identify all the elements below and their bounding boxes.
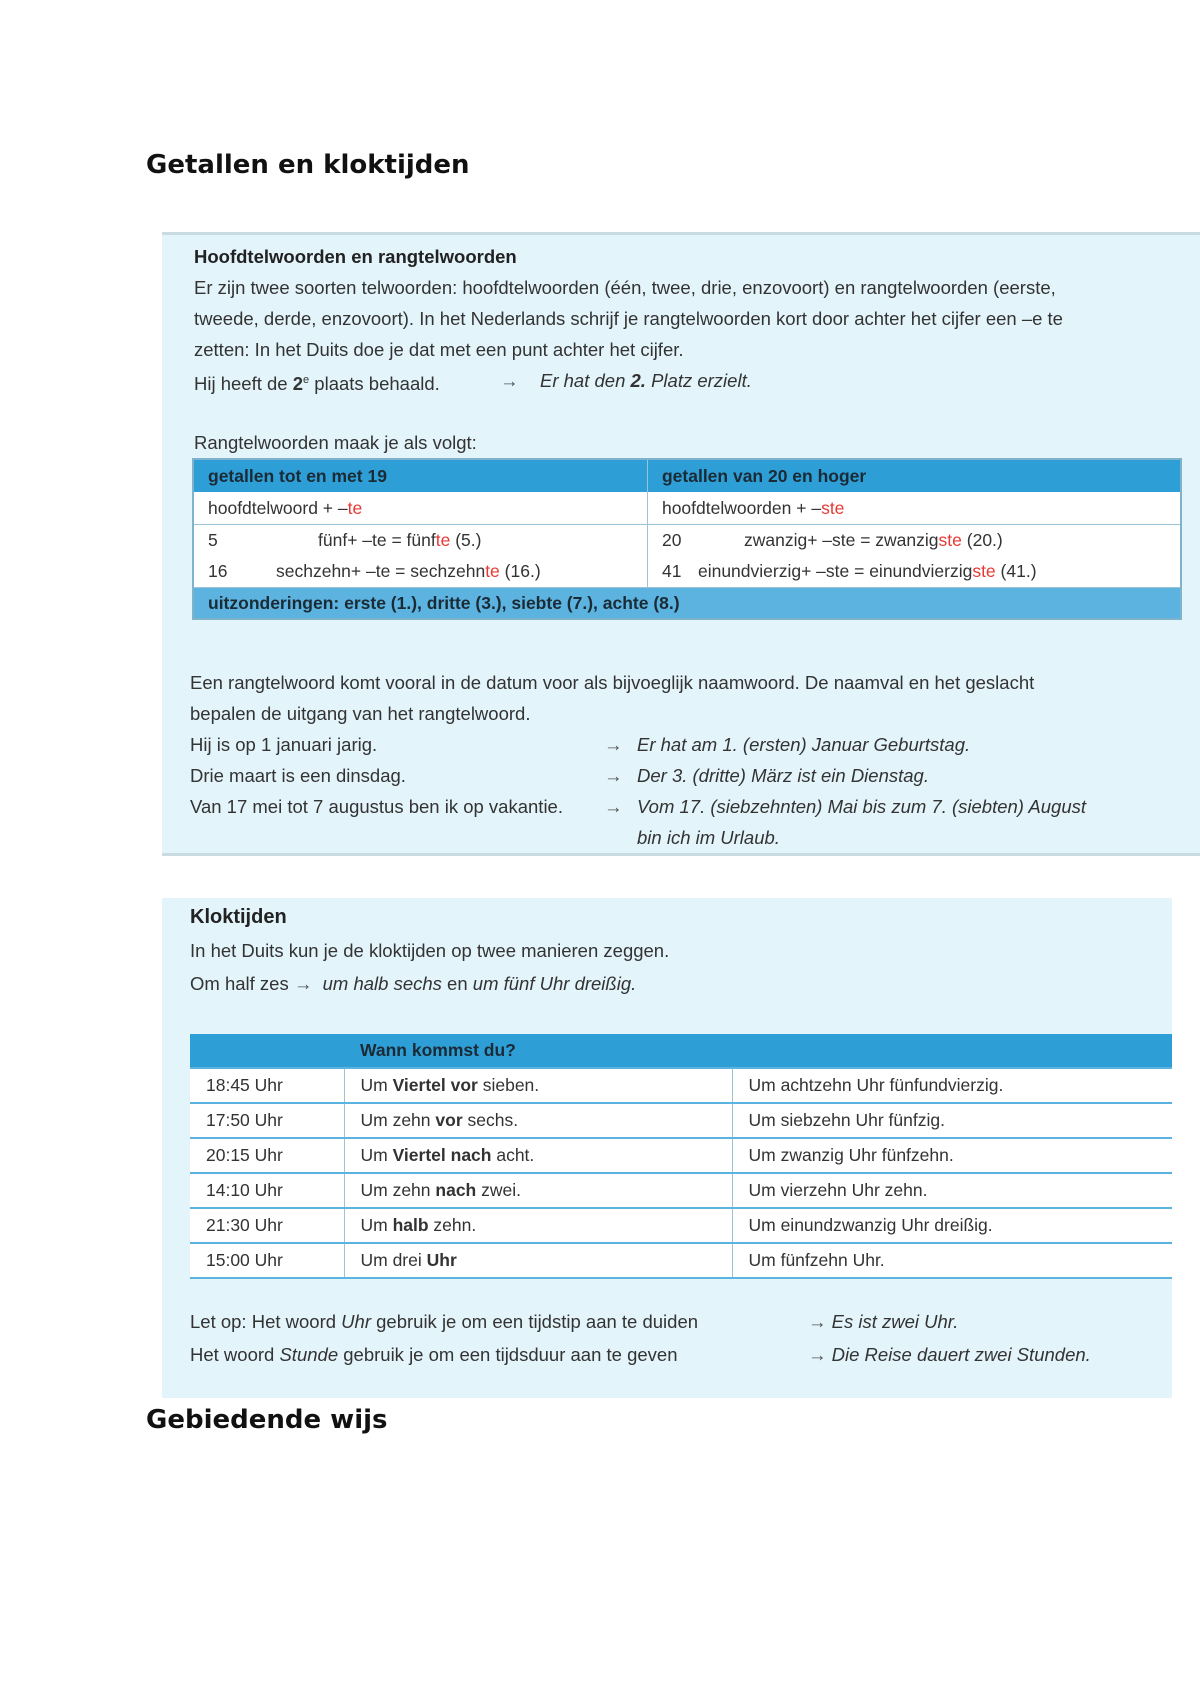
informal-cell: Um zehn nach zwei. bbox=[344, 1173, 732, 1208]
date-paragraph-line: bepalen de uitgang van het rangtelwoord. bbox=[190, 703, 531, 724]
table-intro: Rangtelwoorden maak je als volgt: bbox=[194, 432, 477, 453]
telwoorden-paragraph-line: zetten: In het Duits doe je dat met een punt achter het cijfer. bbox=[194, 339, 684, 360]
example-line: 16 sechzehn+ –te = sechzehnte (16.) bbox=[208, 561, 541, 581]
table-row bbox=[190, 1103, 1172, 1138]
kloktijden-intro: In het Duits kun je de kloktijden op twee manieren zeggen. bbox=[190, 940, 670, 961]
date-example-german: Vom 17. (siebzehnten) Mai bis zum 7. (siebten) August bbox=[637, 796, 1087, 817]
table-row bbox=[190, 1068, 1172, 1103]
date-example-german-continued: bin ich im Urlaub. bbox=[637, 827, 780, 848]
arrow-icon: → bbox=[808, 1311, 827, 1332]
informal-cell: Um halb zehn. bbox=[344, 1208, 732, 1243]
table-row bbox=[190, 1173, 1172, 1208]
formal-cell: Um fünfzehn Uhr. bbox=[732, 1243, 1172, 1278]
clock-table bbox=[190, 1034, 1172, 1279]
formal-cell: Um einundzwanzig Uhr dreißig. bbox=[732, 1208, 1172, 1243]
informal-cell: Um Viertel nach acht. bbox=[344, 1138, 732, 1173]
formal-cell: Um siebzehn Uhr fünfzig. bbox=[732, 1103, 1172, 1138]
rule-cell: hoofdtelwoord + –te bbox=[193, 492, 647, 525]
example-dutch: Hij heeft de 2e plaats behaald. bbox=[194, 373, 440, 395]
example-line: 5 fünf+ –te = fünfte (5.) bbox=[208, 530, 482, 550]
telwoorden-paragraph-line: tweede, derde, enzovoort). In het Nederlands schrijf je rangtelwoorden kort door achter het cijfer een –e te bbox=[194, 308, 1063, 329]
arrow-icon: → bbox=[500, 370, 519, 391]
time-cell: 18:45 Uhr bbox=[190, 1068, 344, 1103]
ordinal-table bbox=[192, 458, 1182, 620]
arrow-icon: → bbox=[604, 734, 623, 755]
exceptions-row: uitzonderingen: erste (1.), dritte (3.), siebte (7.), achte (8.) bbox=[193, 588, 1181, 620]
kloktijden-title: Kloktijden bbox=[190, 906, 287, 928]
table-row bbox=[190, 1208, 1172, 1243]
arrow-icon: → bbox=[808, 1344, 827, 1365]
formal-cell: Um zwanzig Uhr fünfzehn. bbox=[732, 1138, 1172, 1173]
arrow-icon: → bbox=[604, 765, 623, 786]
rule-cell: hoofdtelwoorden + –ste bbox=[647, 492, 1181, 525]
time-cell: 20:15 Uhr bbox=[190, 1138, 344, 1173]
note-uhr-example: → Es ist zwei Uhr. bbox=[808, 1311, 959, 1332]
question-header: Wann kommst du? bbox=[344, 1034, 1172, 1068]
table-row bbox=[190, 1138, 1172, 1173]
time-cell: 15:00 Uhr bbox=[190, 1243, 344, 1278]
date-example-german: Er hat am 1. (ersten) Januar Geburtstag. bbox=[637, 734, 971, 755]
informal-cell: Um zehn vor sechs. bbox=[344, 1103, 732, 1138]
column-header: getallen van 20 en hoger bbox=[647, 459, 1181, 492]
examples-cell bbox=[647, 525, 1181, 588]
time-cell: 21:30 Uhr bbox=[190, 1208, 344, 1243]
arrow-icon: → bbox=[604, 796, 623, 817]
note-uhr: Let op: Het woord Uhr gebruik je om een tijdstip aan te duiden bbox=[190, 1311, 699, 1332]
informal-cell: Um drei Uhr bbox=[344, 1243, 732, 1278]
telwoorden-paragraph-line: Er zijn twee soorten telwoorden: hoofdtelwoorden (één, twee, drie, enzovoort) en rangtelwoorden (eerste, bbox=[194, 277, 1056, 298]
example-line: 41 einundvierzig+ –ste = einundvierzigste (41.) bbox=[661, 561, 1037, 581]
telwoorden-title: Hoofdtelwoorden en rangtelwoorden bbox=[194, 246, 517, 267]
formal-cell: Um vierzehn Uhr zehn. bbox=[732, 1173, 1172, 1208]
table-row bbox=[190, 1243, 1172, 1278]
column-header: getallen tot en met 19 bbox=[193, 459, 647, 492]
date-paragraph-line: Een rangtelwoord komt vooral in de datum voor als bijvoeglijk naamwoord. De naamval en het geslacht bbox=[190, 672, 1035, 693]
informal-cell: Um Viertel vor sieben. bbox=[344, 1068, 732, 1103]
date-example-german: Der 3. (dritte) März ist ein Dienstag. bbox=[637, 765, 929, 786]
section-heading: Gebiedende wijs bbox=[146, 1405, 388, 1435]
arrow-icon: → bbox=[293, 973, 313, 994]
date-example-dutch: Hij is op 1 januari jarig. bbox=[190, 734, 378, 755]
page-title: Getallen en kloktijden bbox=[146, 150, 470, 180]
formal-cell: Um achtzehn Uhr fünfundvierzig. bbox=[732, 1068, 1172, 1103]
example-line: 20 zwanzig+ –ste = zwanzigste (20.) bbox=[661, 530, 1003, 550]
time-column-header bbox=[190, 1034, 344, 1068]
note-stunde-example: → Die Reise dauert zwei Stunden. bbox=[808, 1344, 1091, 1365]
time-cell: 17:50 Uhr bbox=[190, 1103, 344, 1138]
date-example-dutch: Van 17 mei tot 7 augustus ben ik op vakantie. bbox=[190, 796, 563, 817]
kloktijden-example: Om half zes → um halb sechs en um fünf Uhr dreißig. bbox=[190, 973, 637, 994]
date-example-dutch: Drie maart is een dinsdag. bbox=[190, 765, 406, 786]
examples-cell bbox=[193, 525, 647, 588]
example-german: Er hat den 2. Platz erzielt. bbox=[540, 370, 752, 391]
note-stunde: Het woord Stunde gebruik je om een tijdsduur aan te geven bbox=[190, 1344, 678, 1365]
time-cell: 14:10 Uhr bbox=[190, 1173, 344, 1208]
